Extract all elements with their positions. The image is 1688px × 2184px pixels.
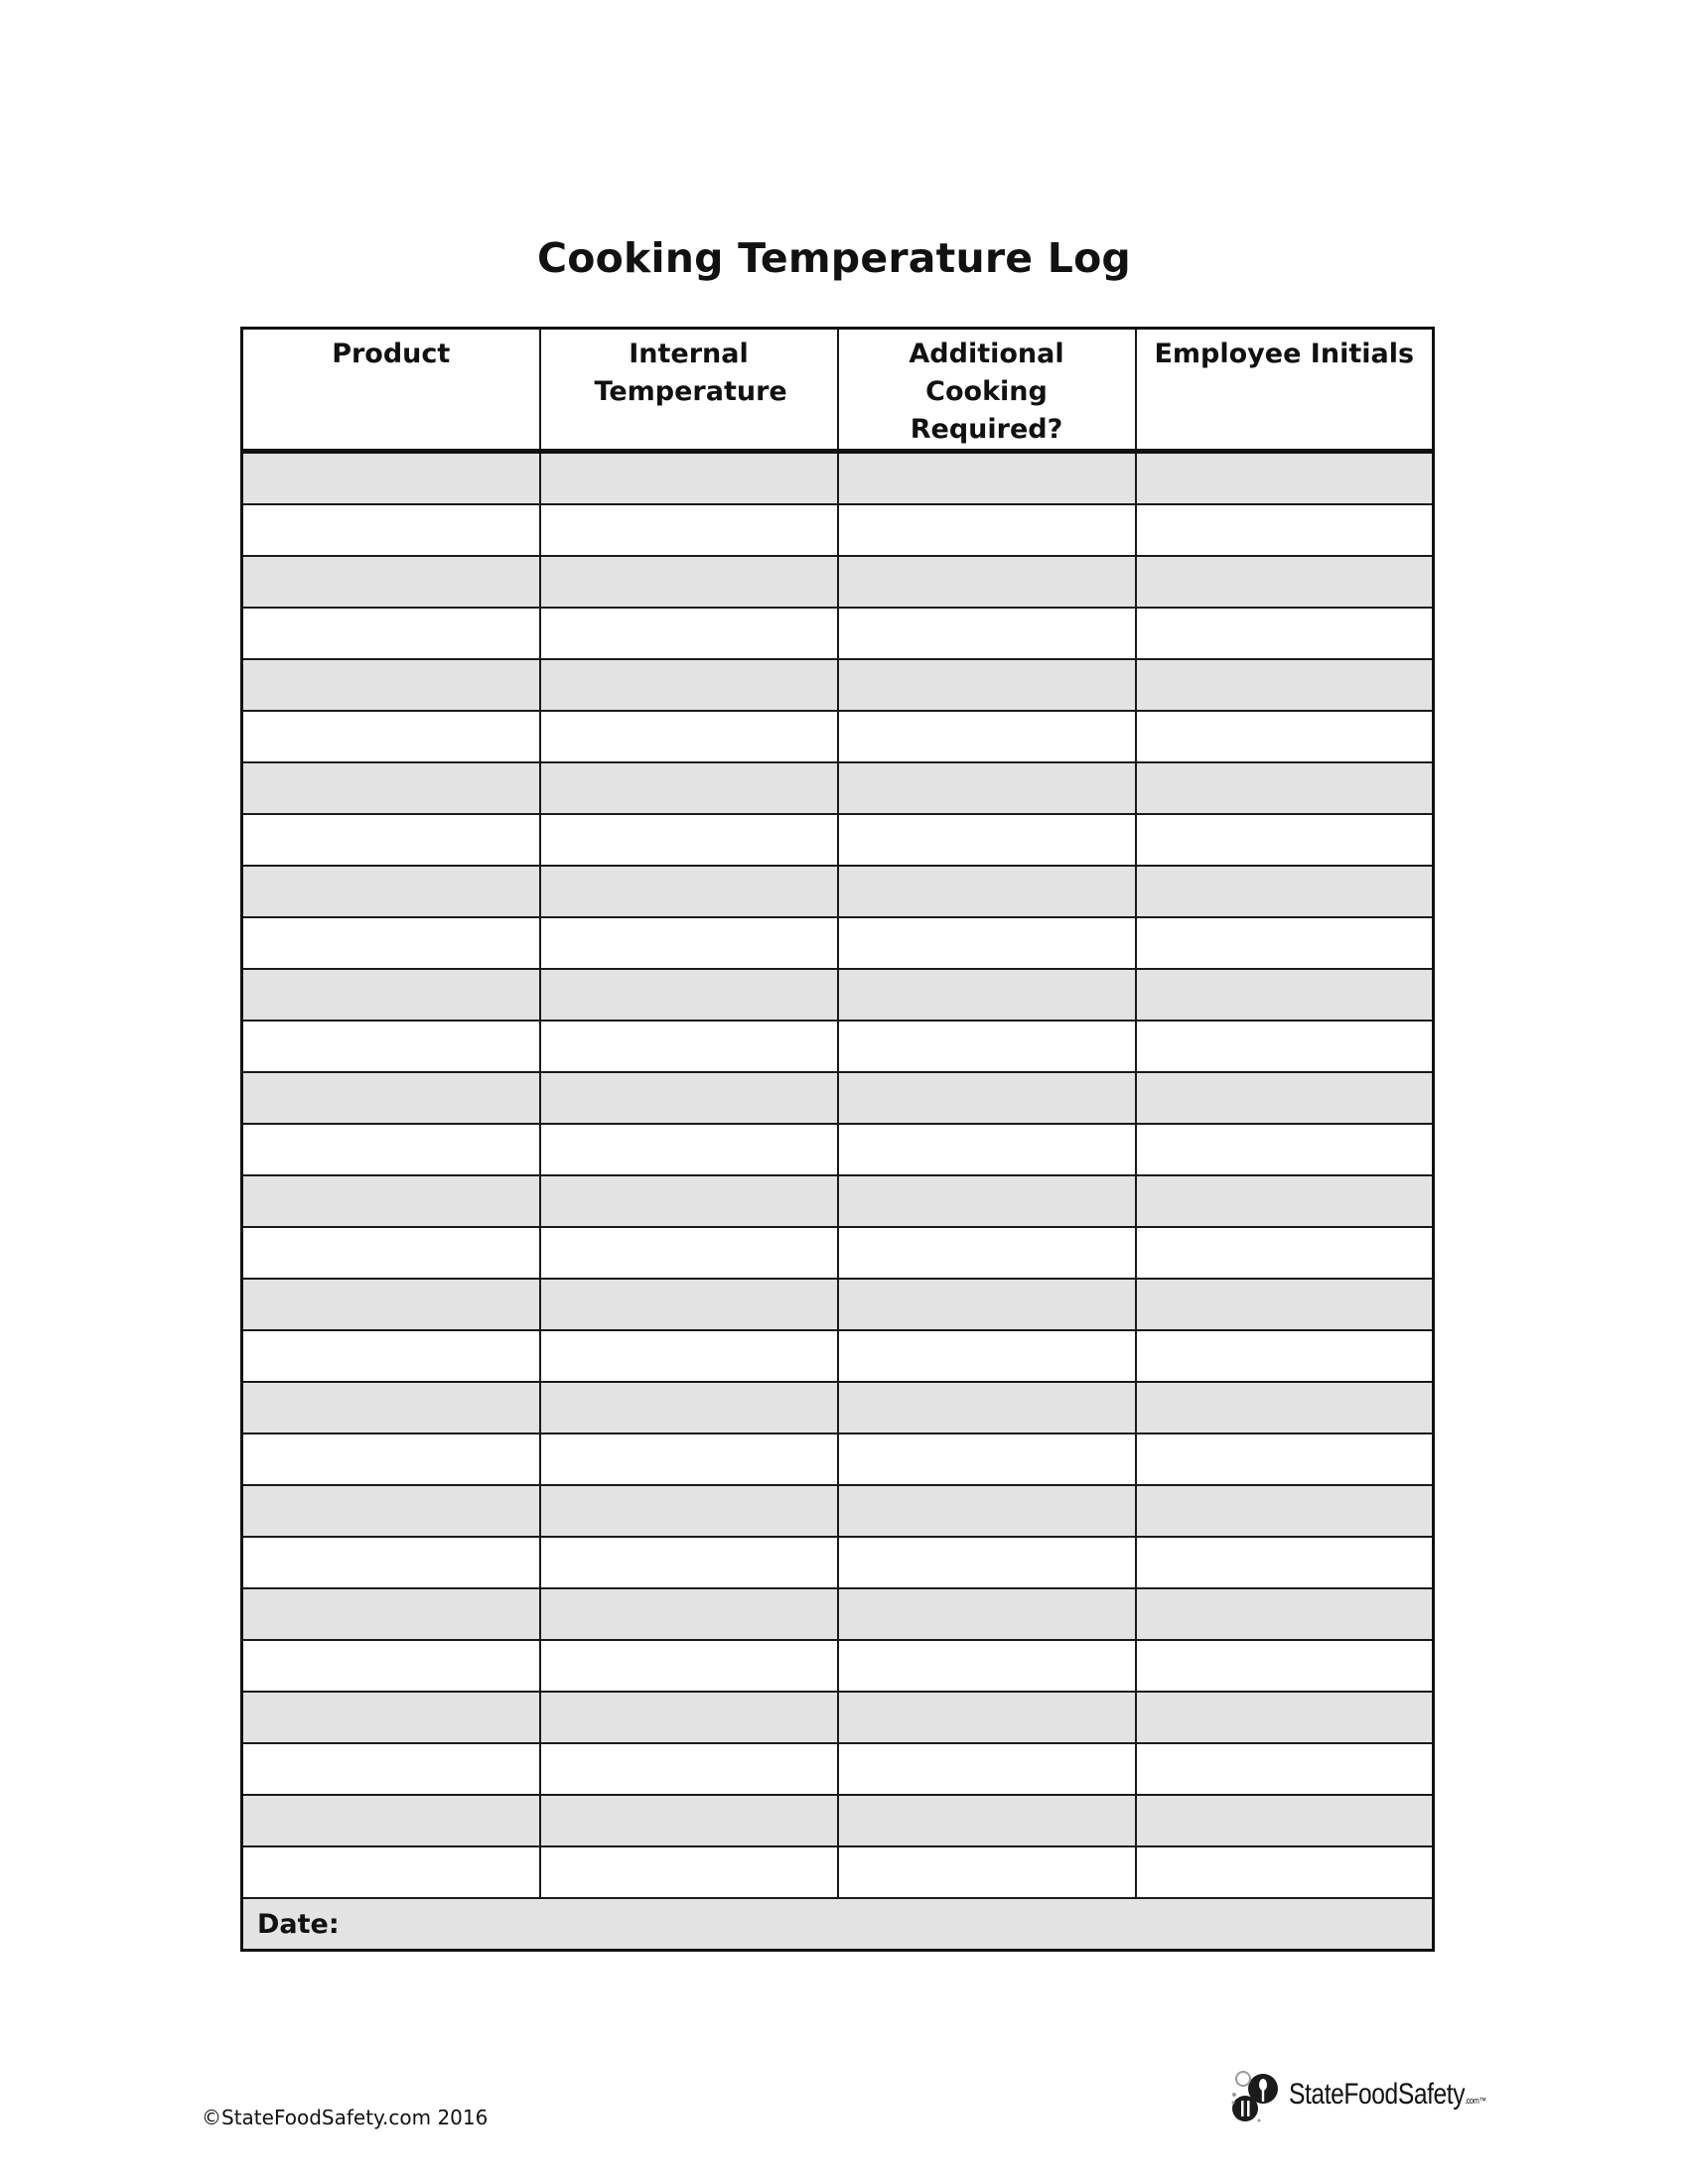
column-header-label: Internal Temperature (594, 339, 787, 407)
product-cell[interactable] (242, 1537, 540, 1588)
product-cell[interactable] (242, 711, 540, 762)
table-row (242, 1692, 1434, 1743)
table-row (242, 1227, 1434, 1279)
employee-initials-cell[interactable] (1136, 1382, 1434, 1433)
table-row (242, 814, 1434, 866)
table-row (242, 1537, 1434, 1588)
page-title: Cooking Temperature Log (537, 234, 1131, 282)
internal-temperature-cell[interactable] (540, 1640, 838, 1692)
column-header-label: Additional Cooking Required? (909, 339, 1064, 445)
chef-utensils-logo-icon (1229, 2065, 1285, 2124)
additional-cooking-cell[interactable] (838, 1640, 1136, 1692)
internal-temperature-cell[interactable] (540, 1021, 838, 1072)
employee-initials-cell[interactable] (1136, 1175, 1434, 1227)
additional-cooking-cell[interactable] (838, 1846, 1136, 1898)
internal-temperature-cell[interactable] (540, 866, 838, 917)
product-cell[interactable] (242, 1795, 540, 1846)
employee-initials-cell[interactable] (1136, 711, 1434, 762)
employee-initials-cell[interactable] (1136, 762, 1434, 814)
additional-cooking-cell[interactable] (838, 452, 1136, 505)
product-cell[interactable] (242, 1433, 540, 1485)
employee-initials-cell[interactable] (1136, 1021, 1434, 1072)
employee-initials-cell[interactable] (1136, 1124, 1434, 1175)
employee-initials-cell[interactable] (1136, 1846, 1434, 1898)
table-row (242, 1846, 1434, 1898)
additional-cooking-cell[interactable] (838, 814, 1136, 866)
employee-initials-cell[interactable] (1136, 452, 1434, 505)
brand-name-text: StateFoodSafety (1289, 2078, 1466, 2111)
table-row (242, 452, 1434, 505)
column-header-product: Product (242, 329, 540, 452)
additional-cooking-cell[interactable] (838, 866, 1136, 917)
additional-cooking-cell[interactable] (838, 762, 1136, 814)
additional-cooking-cell[interactable] (838, 1021, 1136, 1072)
internal-temperature-cell[interactable] (540, 1382, 838, 1433)
product-cell[interactable] (242, 452, 540, 505)
table-row (242, 1588, 1434, 1640)
internal-temperature-cell[interactable] (540, 1537, 838, 1588)
column-header-additional-cooking (838, 329, 1136, 452)
internal-temperature-cell[interactable] (540, 1743, 838, 1795)
internal-temperature-cell[interactable] (540, 1175, 838, 1227)
table-row (242, 659, 1434, 711)
internal-temperature-cell[interactable] (540, 814, 838, 866)
employee-initials-cell[interactable] (1136, 1795, 1434, 1846)
table-row (242, 1124, 1434, 1175)
employee-initials-cell[interactable] (1136, 1692, 1434, 1743)
product-cell[interactable] (242, 1175, 540, 1227)
product-cell[interactable] (242, 1330, 540, 1382)
product-cell[interactable] (242, 1588, 540, 1640)
brand-name (1289, 2078, 1485, 2112)
additional-cooking-cell[interactable] (838, 969, 1136, 1021)
product-cell[interactable] (242, 1072, 540, 1124)
additional-cooking-cell[interactable] (838, 711, 1136, 762)
table-row (242, 1279, 1434, 1330)
internal-temperature-cell[interactable] (540, 1588, 838, 1640)
brand-suffix: .com™ (1465, 2096, 1486, 2106)
table-row (242, 762, 1434, 814)
internal-temperature-cell[interactable] (540, 504, 838, 556)
product-cell[interactable] (242, 762, 540, 814)
additional-cooking-cell[interactable] (838, 659, 1136, 711)
employee-initials-cell[interactable] (1136, 1072, 1434, 1124)
employee-initials-cell[interactable] (1136, 608, 1434, 659)
employee-initials-cell[interactable] (1136, 814, 1434, 866)
employee-initials-cell[interactable] (1136, 1588, 1434, 1640)
table-row (242, 1795, 1434, 1846)
product-cell[interactable] (242, 1640, 540, 1692)
additional-cooking-cell[interactable] (838, 1692, 1136, 1743)
table-row (242, 1743, 1434, 1795)
additional-cooking-cell[interactable] (838, 504, 1136, 556)
employee-initials-cell[interactable] (1136, 969, 1434, 1021)
employee-initials-cell[interactable] (1136, 1640, 1434, 1692)
table-row (242, 969, 1434, 1021)
product-cell[interactable] (242, 556, 540, 608)
internal-temperature-cell[interactable] (540, 1846, 838, 1898)
table-row (242, 1072, 1434, 1124)
internal-temperature-cell[interactable] (540, 1485, 838, 1537)
internal-temperature-cell[interactable] (540, 1072, 838, 1124)
employee-initials-cell[interactable] (1136, 1537, 1434, 1588)
internal-temperature-cell[interactable] (540, 969, 838, 1021)
table-row (242, 1382, 1434, 1433)
table-header-row (242, 329, 1434, 452)
internal-temperature-cell[interactable] (540, 1795, 838, 1846)
product-cell[interactable] (242, 504, 540, 556)
table-row (242, 556, 1434, 608)
additional-cooking-cell[interactable] (838, 1330, 1136, 1382)
additional-cooking-cell[interactable] (838, 1072, 1136, 1124)
employee-initials-cell[interactable] (1136, 1227, 1434, 1279)
column-header-employee-initials: Employee Initials (1136, 329, 1434, 452)
employee-initials-cell[interactable] (1136, 1433, 1434, 1485)
product-cell[interactable] (242, 1227, 540, 1279)
product-cell[interactable] (242, 1279, 540, 1330)
employee-initials-cell[interactable] (1136, 1485, 1434, 1537)
additional-cooking-cell[interactable] (838, 1743, 1136, 1795)
internal-temperature-cell[interactable] (540, 1227, 838, 1279)
additional-cooking-cell[interactable] (838, 1588, 1136, 1640)
additional-cooking-cell[interactable] (838, 1124, 1136, 1175)
internal-temperature-cell[interactable] (540, 659, 838, 711)
product-cell[interactable] (242, 1124, 540, 1175)
product-cell[interactable] (242, 608, 540, 659)
employee-initials-cell[interactable] (1136, 1743, 1434, 1795)
internal-temperature-cell[interactable] (540, 1692, 838, 1743)
employee-initials-cell[interactable] (1136, 504, 1434, 556)
table-row (242, 711, 1434, 762)
table-row (242, 1021, 1434, 1072)
additional-cooking-cell[interactable] (838, 1795, 1136, 1846)
table-body (242, 452, 1434, 1899)
additional-cooking-cell[interactable] (838, 1382, 1136, 1433)
additional-cooking-cell[interactable] (838, 1485, 1136, 1537)
internal-temperature-cell[interactable] (540, 762, 838, 814)
employee-initials-cell[interactable] (1136, 1330, 1434, 1382)
internal-temperature-cell[interactable] (540, 556, 838, 608)
employee-initials-cell[interactable] (1136, 917, 1434, 969)
employee-initials-cell[interactable] (1136, 659, 1434, 711)
additional-cooking-cell[interactable] (838, 1175, 1136, 1227)
employee-initials-cell[interactable] (1136, 1279, 1434, 1330)
product-cell[interactable] (242, 917, 540, 969)
product-cell[interactable] (242, 1021, 540, 1072)
additional-cooking-cell[interactable] (838, 1433, 1136, 1485)
cooking-temperature-log-table (240, 327, 1435, 1952)
additional-cooking-cell[interactable] (838, 1279, 1136, 1330)
product-cell[interactable] (242, 814, 540, 866)
internal-temperature-cell[interactable] (540, 608, 838, 659)
table-row (242, 1175, 1434, 1227)
table-row (242, 1640, 1434, 1692)
table-row (242, 1330, 1434, 1382)
additional-cooking-cell[interactable] (838, 1537, 1136, 1588)
additional-cooking-cell[interactable] (838, 1227, 1136, 1279)
product-cell[interactable] (242, 659, 540, 711)
date-row (242, 1898, 1434, 1951)
product-cell[interactable] (242, 969, 540, 1021)
internal-temperature-cell[interactable] (540, 917, 838, 969)
table-row (242, 1433, 1434, 1485)
internal-temperature-cell[interactable] (540, 1279, 838, 1330)
date-field[interactable]: Date: (242, 1898, 1434, 1951)
column-header-internal-temperature (540, 329, 838, 452)
additional-cooking-cell[interactable] (838, 556, 1136, 608)
product-cell[interactable] (242, 1743, 540, 1795)
table-row (242, 866, 1434, 917)
copyright-notice: ©StateFoodSafety.com 2016 (202, 2106, 489, 2129)
internal-temperature-cell[interactable] (540, 452, 838, 505)
product-cell[interactable] (242, 866, 540, 917)
table-row (242, 504, 1434, 556)
internal-temperature-cell[interactable] (540, 1330, 838, 1382)
internal-temperature-cell[interactable] (540, 1124, 838, 1175)
employee-initials-cell[interactable] (1136, 556, 1434, 608)
product-cell[interactable] (242, 1846, 540, 1898)
product-cell[interactable] (242, 1485, 540, 1537)
additional-cooking-cell[interactable] (838, 917, 1136, 969)
product-cell[interactable] (242, 1382, 540, 1433)
table-row (242, 608, 1434, 659)
brand-mark (1229, 2065, 1529, 2124)
product-cell[interactable] (242, 1692, 540, 1743)
table-row (242, 1485, 1434, 1537)
internal-temperature-cell[interactable] (540, 711, 838, 762)
table-row (242, 917, 1434, 969)
employee-initials-cell[interactable] (1136, 866, 1434, 917)
additional-cooking-cell[interactable] (838, 608, 1136, 659)
internal-temperature-cell[interactable] (540, 1433, 838, 1485)
